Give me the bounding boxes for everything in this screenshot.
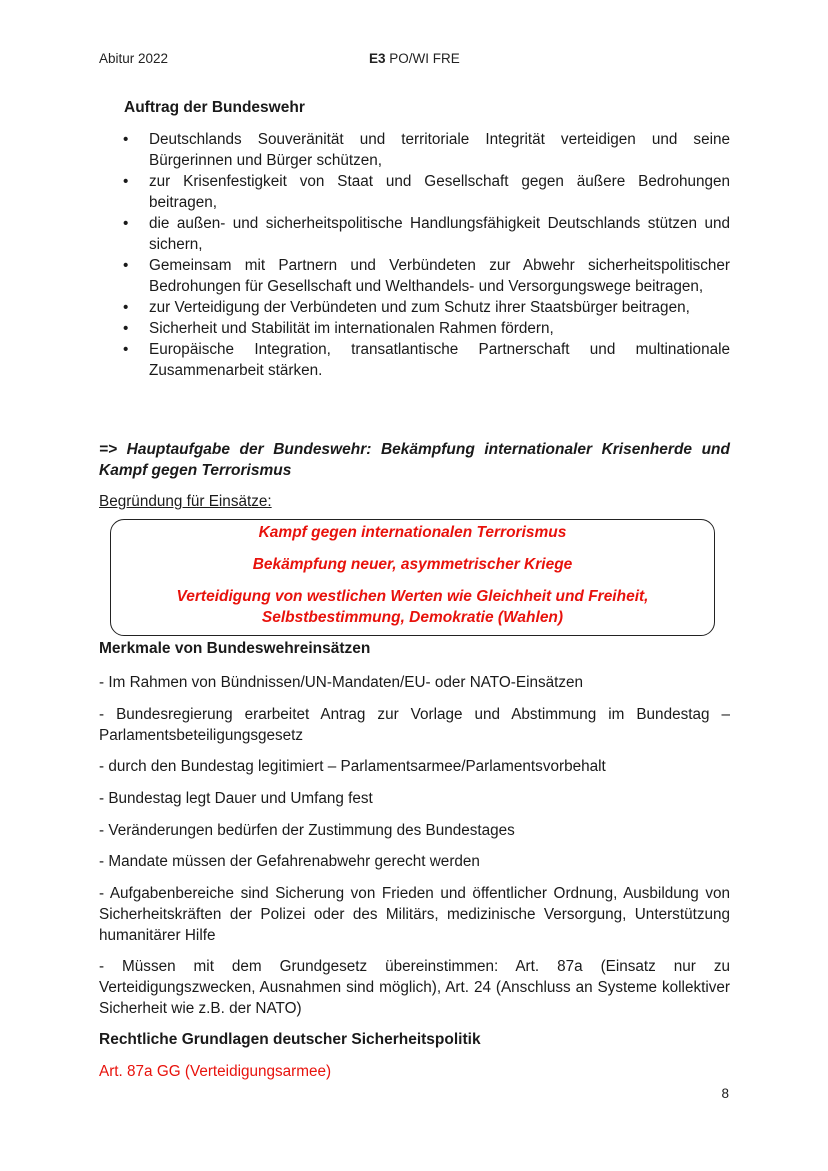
- header-left: Abitur 2022: [99, 51, 169, 66]
- list-item: • Europäische Integration, transatlantische Partnerschaft und multinationale Zusammenarbeit stärken.: [123, 341, 730, 380]
- feature-item: - Bundestag legt Dauer und Umfang fest: [99, 790, 373, 807]
- list-item: • Sicherheit und Stabilität im internationalen Rahmen fördern,: [118, 319, 730, 340]
- feature-item: - Veränderungen bedürfen der Zustimmung des Bundestages: [99, 822, 515, 839]
- bullet-icon: •: [123, 215, 129, 232]
- bullet-icon: •: [123, 173, 129, 190]
- reason-item: Selbstbestimmung, Demokratie (Wahlen): [261, 609, 564, 626]
- reason-item: Bekämpfung neuer, asymmetrischer Kriege: [252, 556, 573, 573]
- course-rest: PO/WI FRE: [385, 51, 460, 66]
- list-item: • zur Verteidigung der Verbündeten und zum Schutz ihrer Staatsbürger beitragen,: [118, 298, 730, 319]
- feature-item: - Müssen mit dem Grundgesetz übereinstimmen: Art. 87a (Einsatz nur zu Verteidigungszwecken, Ausnahmen sind möglich), Art. 24 (Anschluss an Systeme kollektiver Sicherheit wie z.B. der NATO): [99, 958, 730, 1017]
- list-item: • Gemeinsam mit Partnern und Verbündeten zur Abwehr sicherheitspolitischer Bedrohungen für Gesellschaft und Welthandels- und Versorgungswege beitragen,: [123, 257, 730, 295]
- legal-article: Art. 87a GG (Verteidigungsarmee): [99, 1063, 332, 1080]
- list-item: • zur Krisenfestigkeit von Staat und Gesellschaft gegen äußere Bedrohungen beitragen,: [123, 173, 730, 211]
- bullet-icon: •: [123, 131, 129, 148]
- list-item: • die außen- und sicherheitspolitische Handlungsfähigkeit Deutschlands stützen und sichern,: [123, 215, 730, 253]
- feature-item: - Im Rahmen von Bündnissen/UN-Mandaten/EU- oder NATO-Einsätzen: [99, 674, 584, 691]
- course-code: E3: [369, 51, 386, 66]
- bullet-icon: •: [123, 320, 129, 338]
- reasons-title: Begründung für Einsätze:: [99, 493, 272, 510]
- bullet-icon: •: [123, 257, 129, 274]
- feature-item: - durch den Bundestag legitimiert – Parlamentsarmee/Parlamentsvorbehalt: [99, 758, 606, 775]
- header-course: [369, 51, 460, 66]
- features-title: Merkmale von Bundeswehreinsätzen: [99, 640, 371, 657]
- page-number: 8: [721, 1086, 729, 1101]
- bullet-icon: •: [123, 341, 129, 359]
- feature-item: - Aufgabenbereiche sind Sicherung von Frieden und öffentlicher Ordnung, Ausbildung von Sicherheitskräften der Polizei oder des Militärs, medizinische Versorgung, Unterstützung humanitärer Hilfe: [99, 885, 730, 944]
- list-item: • Deutschlands Souveränität und territoriale Integrität verteidigen und seine Bürgerinnen und Bürger schützen,: [123, 131, 730, 169]
- reason-item: Kampf gegen internationalen Terrorismus: [258, 524, 567, 541]
- bullet-icon: •: [123, 299, 129, 316]
- mission-title: Auftrag der Bundeswehr: [124, 99, 305, 116]
- reason-item: Verteidigung von westlichen Werten wie Gleichheit und Freiheit,: [176, 588, 649, 605]
- main-task-conclusion: => Hauptaufgabe der Bundeswehr: Bekämpfung internationaler Krisenherde und Kampf gegen Terrorismus: [99, 441, 730, 479]
- reasons-box: [110, 519, 715, 636]
- legal-title: Rechtliche Grundlagen deutscher Sicherheitspolitik: [99, 1031, 481, 1048]
- mission-bullet-list: [118, 130, 730, 382]
- feature-item: - Mandate müssen der Gefahrenabwehr gerecht werden: [99, 853, 480, 870]
- feature-item: - Bundesregierung erarbeitet Antrag zur Vorlage und Abstimmung im Bundestag – Parlamentsbeteiligungsgesetz: [99, 706, 730, 744]
